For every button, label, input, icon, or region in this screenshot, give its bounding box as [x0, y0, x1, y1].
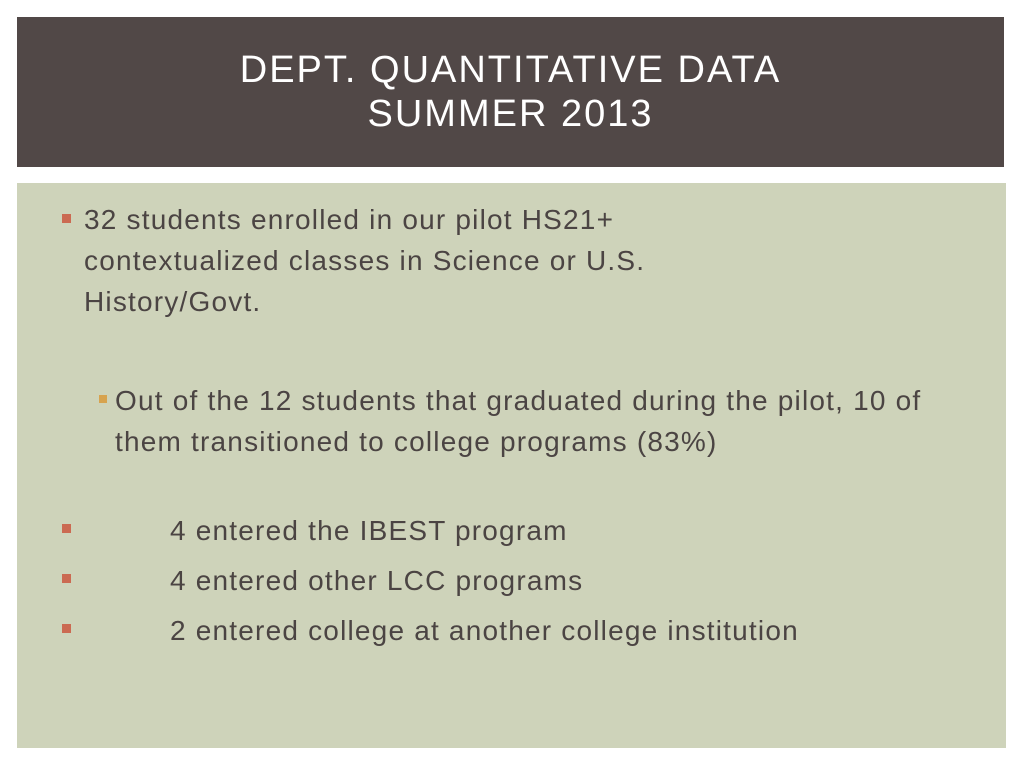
sub-bullet-text: Out of the 12 students that graduated during the pilot, 10 of them transitioned to college programs (83%): [115, 385, 922, 457]
bullet-text: 4 entered the IBEST program: [170, 515, 568, 546]
slide-title-line-1: DEPT. QUANTITATIVE DATA: [239, 49, 782, 91]
bullet-marker-icon: [62, 624, 71, 633]
sub-bullet-item: [115, 380, 935, 462]
content-area: [17, 183, 1006, 748]
bullet-text: 4 entered other LCC programs: [170, 565, 584, 596]
title-bar: [17, 17, 1004, 167]
bullet-item: [170, 510, 970, 551]
slide-title-line-2: SUMMER 2013: [367, 93, 654, 135]
bullet-marker-icon: [62, 214, 71, 223]
bullet-text: 2 entered college at another college institution: [170, 615, 799, 646]
bullet-item: [170, 560, 970, 601]
sub-bullet-marker-icon: [99, 395, 107, 403]
bullet-marker-icon: [62, 574, 71, 583]
bullet-item: [84, 199, 784, 322]
bullet-item: [170, 610, 990, 651]
bullet-text: 32 students enrolled in our pilot HS21+ contextualized classes in Science or U.S. History/Govt.: [84, 204, 646, 317]
bullet-marker-icon: [62, 524, 71, 533]
